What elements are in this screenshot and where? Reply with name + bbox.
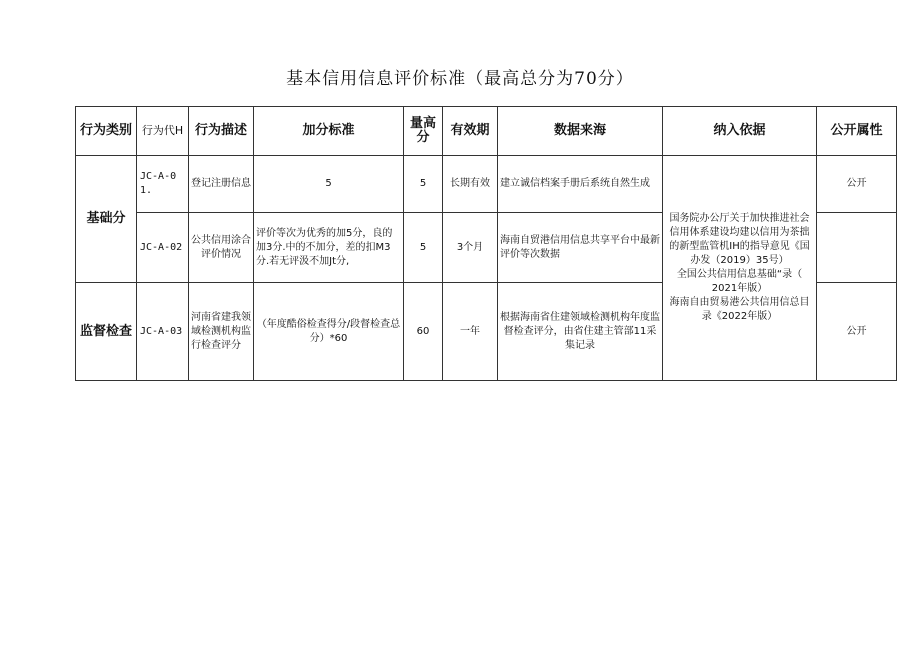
description-cell: 登记注册信息 — [189, 156, 254, 213]
standard-cell: 评价等次为优秀的加5分，良的加3分.中的不加分，差的扣M3分.若无评汲不加Jt分, — [254, 213, 404, 283]
source-cell: 建立诚信档案手册后系统自然生成 — [498, 156, 663, 213]
standard-cell: （年度酷俗检查得分/段督检查总分）*60 — [254, 283, 404, 381]
validity-cell: 长期有效 — [443, 156, 498, 213]
max-score-cell: 5 — [404, 213, 443, 283]
code-cell: JC-A-01. — [137, 156, 189, 213]
header-description: 行为描述 — [189, 107, 254, 156]
basis-line: 办发（2019）35号） — [690, 255, 789, 266]
header-row — [76, 107, 897, 156]
validity-cell: 一年 — [443, 283, 498, 381]
max-score-cell: 5 — [404, 156, 443, 213]
description-cell: 公共信用涂合评价情况 — [189, 213, 254, 283]
category-cell: 基础分 — [76, 156, 137, 283]
code-cell: JC-A-03 — [137, 283, 189, 381]
header-basis: 纳入依据 — [663, 107, 817, 156]
source-cell: 根据海南省住建领域检测机构年度监督检查评分，由省住建主管部11采集记录 — [498, 283, 663, 381]
public-cell: 公开 — [817, 156, 897, 213]
header-max-score: 量高分 — [404, 107, 443, 156]
header-code: 行为代H — [137, 107, 189, 156]
source-cell: 海南自贸港信用信息共享平台中最新评价等次数据 — [498, 213, 663, 283]
header-validity: 有效期 — [443, 107, 498, 156]
basis-line: 国务院办公厅关于加快推进社会 — [669, 213, 810, 224]
validity-cell: 3个月 — [443, 213, 498, 283]
max-score-cell: 60 — [404, 283, 443, 381]
standard-cell: 5 — [254, 156, 404, 213]
public-cell: 公开 — [817, 283, 897, 381]
description-cell: 河南省建我领域检测机构监行检查评分 — [189, 283, 254, 381]
header-standard: 加分标准 — [254, 107, 404, 156]
category-cell: 监督检查 — [76, 283, 137, 381]
basis-line: 的新型监管机IH的指导意见《国 — [669, 241, 810, 252]
credit-standard-table — [75, 106, 897, 381]
basis-line: 全国公共信用信息基础“录（ — [676, 269, 803, 280]
basis-line: 信用体系建设均建以信用为茶拙 — [669, 227, 810, 238]
basis-cell — [663, 156, 817, 381]
header-category: 行为类别 — [76, 107, 137, 156]
table-row — [76, 156, 897, 213]
basis-line: 2021年版） — [711, 283, 768, 294]
page-title: 基本信用信息评价标准（最高总分为70分） — [286, 69, 634, 89]
public-cell-empty — [817, 213, 897, 283]
basis-line: 海南自由贸易港公共信用信总目 — [669, 297, 810, 308]
header-source: 数据来海 — [498, 107, 663, 156]
basis-line: 录《2022年版） — [701, 311, 778, 322]
code-cell: JC-A-02 — [137, 213, 189, 283]
header-public: 公开属性 — [817, 107, 897, 156]
